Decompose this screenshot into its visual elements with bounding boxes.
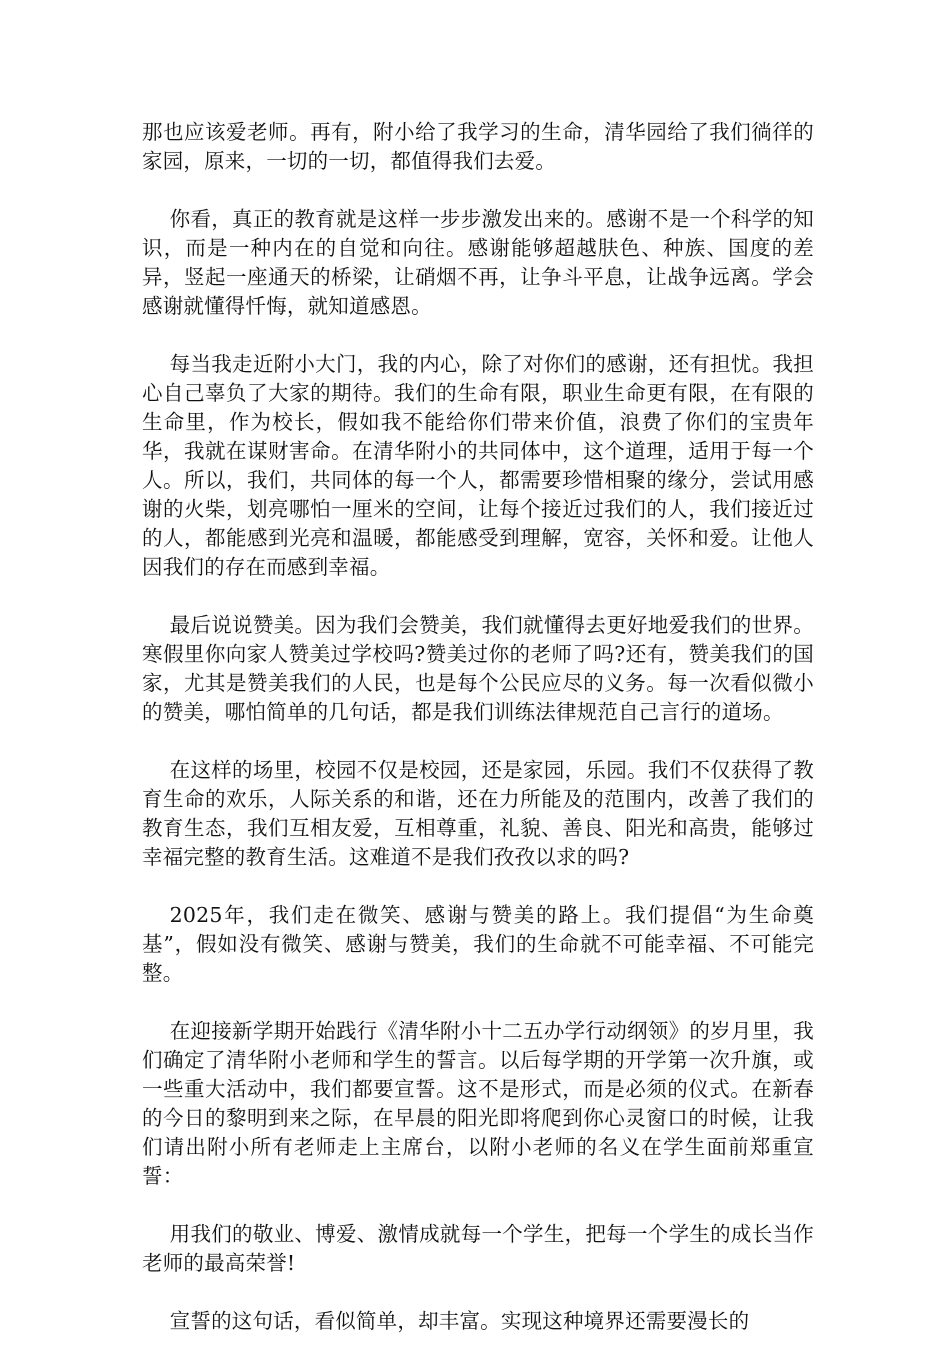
document-body [142, 118, 814, 1365]
paragraph-7: 在迎接新学期开始践行《清华附小十二五办学行动纲领》的岁月里，我们确定了清华附小老师和学生的誓言。以后每学期的开学第一次升旗，或一些重大活动中，我们都要宣誓。这不是形式，而是必须的仪式。在新春的今日的黎明到来之际，在早晨的阳光即将爬到你心灵窗口的时候，让我们请出附小所有老师走上主席台，以附小老师的名义在学生面前郑重宣誓： [142, 1019, 814, 1188]
paragraph-2: 你看，真正的教育就是这样一步步激发出来的。感谢不是一个科学的知识，而是一种内在的自觉和向往。感谢能够超越肤色、种族、国度的差异，竖起一座通天的桥梁，让硝烟不再，让争斗平息，让战争远离。学会感谢就懂得忏悔，就知道感恩。 [142, 207, 814, 318]
paragraph-5: 在这样的场里，校园不仅是校园，还是家园，乐园。我们不仅获得了教育生命的欢乐，人际关系的和谐，还在力所能及的范围内，改善了我们的教育生态，我们互相友爱，互相尊重，礼貌、善良、阳光和高贵，能够过幸福完整的教育生活。这难道不是我们孜孜以求的吗? [142, 758, 814, 869]
paragraph-3: 每当我走近附小大门，我的内心，除了对你们的感谢，还有担忧。我担心自己辜负了大家的期待。我们的生命有限，职业生命更有限，在有限的生命里，作为校长，假如我不能给你们带来价值，浪费了你们的宝贵年华，我就在谋财害命。在清华附小的共同体中，这个道理，适用于每一个人。所以，我们，共同体的每一个人，都需要珍惜相聚的缘分，尝试用感谢的火柴，划亮哪怕一厘米的空间，让每个接近过我们的人，我们接近过的人，都能感到光亮和温暖，都能感受到理解，宽容，关怀和爱。让他人因我们的存在而感到幸福。 [142, 352, 814, 579]
paragraph-9: 宣誓的这句话，看似简单，却丰富。实现这种境界还需要漫长的 [169, 1309, 750, 1333]
paragraph-8: 用我们的敬业、博爱、激情成就每一个学生，把每一个学生的成长当作老师的最高荣誉! [142, 1222, 814, 1275]
paragraph-4: 最后说说赞美。因为我们会赞美，我们就懂得去更好地爱我们的世界。寒假里你向家人赞美过学校吗?赞美过你的老师了吗?还有，赞美我们的国家，尤其是赞美我们的人民，也是每个公民应尽的义务。每一次看似微小的赞美，哪怕简单的几句话，都是我们训练法律规范自己言行的道场。 [142, 613, 814, 724]
paragraph-6: 2025年，我们走在微笑、感谢与赞美的路上。我们提倡“为生命奠基”，假如没有微笑、感谢与赞美，我们的生命就不可能幸福、不可能完整。 [142, 903, 814, 985]
paragraph-1: 那也应该爱老师。再有，附小给了我学习的生命，清华园给了我们徜徉的家园，原来，一切的一切，都值得我们去爱。 [142, 120, 814, 173]
